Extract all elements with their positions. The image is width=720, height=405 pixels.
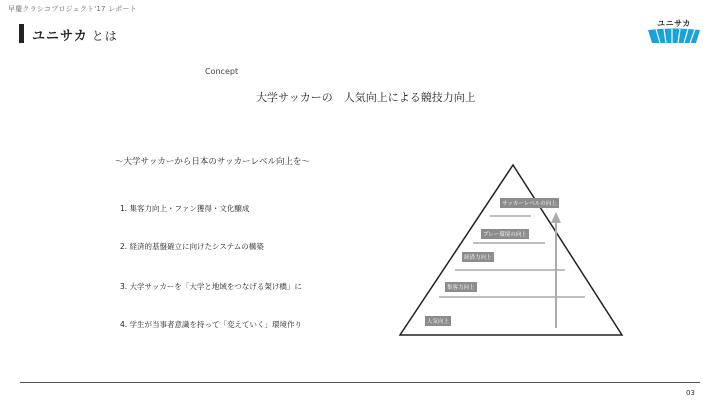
list-item: 4. 学生が当事者意識を持って「変えていく」環境作り xyxy=(120,320,303,329)
pyramid-level-label: 集客力向上 xyxy=(445,282,477,292)
report-header-note: 早慶クラシコプロジェクト'17 レポート xyxy=(8,5,137,13)
title-accent-bar xyxy=(19,24,24,43)
page-title xyxy=(32,25,118,44)
page-number: 03 xyxy=(686,389,695,397)
list-item: 3. 大学サッカーを「大学と地域をつなげる架け橋」に xyxy=(120,282,302,291)
pyramid-level-label: 経済力向上 xyxy=(462,252,494,262)
pyramid-diagram xyxy=(395,160,625,340)
pyramid-level-label: サッカーレベルの向上 xyxy=(500,198,559,208)
concept-subtitle: 〜大学サッカーから日本のサッカーレベル向上を〜 xyxy=(115,157,310,167)
unisaka-logo xyxy=(644,18,704,44)
pyramid-outline xyxy=(395,160,625,340)
concept-label: Concept xyxy=(205,67,239,76)
list-item: 2. 経済的基盤確立に向けたシステムの構築 xyxy=(120,242,264,251)
pyramid-level-label: プレー環境の向上 xyxy=(481,229,529,239)
page-title-suffix: とは xyxy=(91,29,118,43)
logo-text: ユニサカ xyxy=(657,19,691,28)
concept-headline: 大学サッカーの 人気向上による競技力向上 xyxy=(256,91,476,104)
page-title-main: ユニサカ xyxy=(32,29,88,44)
footer-divider xyxy=(20,382,700,383)
logo-stadium-icon xyxy=(644,28,704,44)
pyramid-level-label: 人気向上 xyxy=(425,316,451,326)
list-item: 1. 集客力向上・ファン獲得・文化醸成 xyxy=(120,204,250,213)
